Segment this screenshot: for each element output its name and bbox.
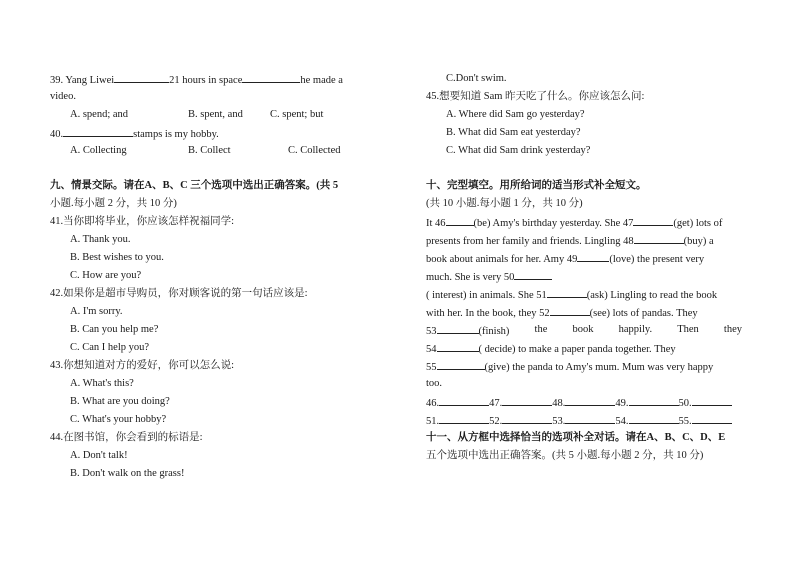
q45-option-b: B. What did Sam eat yesterday? — [446, 127, 581, 138]
answer-blank-48[interactable] — [565, 395, 615, 406]
q43-option-c: C. What's your hobby? — [70, 414, 167, 425]
p-text: (finish) — [478, 326, 510, 337]
answer-row-2 — [426, 413, 732, 428]
p-text: the — [534, 324, 548, 335]
q40-option-a: A. Collecting — [70, 145, 127, 156]
answer-blank-50[interactable] — [692, 395, 732, 406]
section-11-title: 十一、从方框中选择恰当的选项补全对话。请在A、B、C、D、E — [426, 432, 726, 443]
q40-number: 40. — [50, 129, 64, 140]
q42-option-b: B. Can you help me? — [70, 324, 159, 335]
q40-option-b: B. Collect — [188, 145, 231, 156]
answer-label-48: 48. — [552, 398, 566, 409]
answer-label-52: 52. — [489, 416, 503, 427]
blank-48[interactable] — [634, 233, 684, 244]
passage-line-3 — [426, 251, 704, 266]
section-10-title: 十、完型填空。用所给词的适当形式补全短文。 — [426, 180, 647, 191]
q43-option-a: A. What's this? — [70, 378, 134, 389]
q39-blank-1[interactable] — [114, 72, 169, 83]
q44-option-b: B. Don't walk on the grass! — [70, 468, 185, 479]
p-text: book about animals for her. Amy 49 — [426, 254, 578, 265]
q41-option-c: C. How are you? — [70, 270, 142, 281]
p-text: book — [572, 324, 594, 335]
q42-stem: 42.如果你是超市导购员，你对顾客说的第一句话应该是: — [50, 288, 308, 299]
q44-option-a: A. Don't talk! — [70, 450, 128, 461]
answer-blank-46[interactable] — [439, 395, 489, 406]
passage-line-5 — [426, 287, 717, 302]
q45-stem: 45.想要知道 Sam 昨天吃了什么。你应该怎么问: — [426, 91, 645, 102]
p-text: with her. In the book, they 52 — [426, 308, 550, 319]
blank-46[interactable] — [446, 215, 474, 226]
q41-option-b: B. Best wishes to you. — [70, 252, 164, 263]
q39-text-a: 39. Yang Liwei — [50, 75, 115, 86]
blank-53[interactable] — [437, 323, 479, 334]
p-text: Then — [677, 324, 699, 335]
q40-blank[interactable] — [63, 126, 133, 137]
q41-option-a: A. Thank you. — [70, 234, 131, 245]
q39-option-c: C. spent; but — [270, 109, 324, 120]
p-text: presents from her family and friends. Lingling 48 — [426, 236, 634, 247]
q45-option-a: A. Where did Sam go yesterday? — [446, 109, 585, 120]
blank-49[interactable] — [577, 251, 609, 262]
passage-line-8 — [426, 341, 676, 356]
passage-line-2 — [426, 233, 714, 248]
answer-blank-47[interactable] — [502, 395, 552, 406]
p-text: (give) the panda to Amy's mum. Mum was very happy — [484, 362, 714, 373]
section-11-subtitle: 五个选项中选出正确答案。(共 5 小题.每小题 2 分，共 10 分) — [426, 450, 704, 461]
passage-line-7 — [426, 323, 742, 338]
p-text: they — [723, 324, 742, 335]
p-text: (see) lots of pandas. They — [589, 308, 698, 319]
passage-line-9 — [426, 359, 713, 374]
q39-option-a: A. spend; and — [70, 109, 129, 120]
p-text: It 46 — [426, 218, 446, 229]
answer-row-1 — [426, 395, 732, 410]
passage-line-6 — [426, 305, 698, 320]
q39-text-c: he made a — [300, 75, 343, 86]
passage-line-10: too. — [426, 378, 443, 389]
blank-55[interactable] — [437, 359, 485, 370]
q42-option-a: A. I'm sorry. — [70, 306, 123, 317]
blank-50[interactable] — [514, 269, 552, 280]
section-9-subtitle: 小题.每小题 2 分，共 10 分) — [50, 198, 177, 209]
answer-blank-53[interactable] — [565, 413, 615, 424]
q42-option-c: C. Can I help you? — [70, 342, 150, 353]
q43-option-b: B. What are you doing? — [70, 396, 170, 407]
q43-stem: 43.你想知道对方的爱好，你可以怎么说: — [50, 360, 235, 371]
p-text: (buy) a — [683, 236, 714, 247]
section-10-subtitle: (共 10 小题.每小题 1 分，共 10 分) — [426, 198, 583, 209]
p-text: (get) lots of — [673, 218, 723, 229]
passage-line-4 — [426, 269, 552, 284]
q45-option-c: C. What did Sam drink yesterday? — [446, 145, 591, 156]
answer-label-51: 51. — [426, 416, 440, 427]
answer-blank-49[interactable] — [629, 395, 679, 406]
q41-stem: 41.当你即将毕业，你应该怎样祝福同学: — [50, 216, 235, 227]
answer-label-46: 46. — [426, 398, 440, 409]
answer-blank-52[interactable] — [502, 413, 552, 424]
answer-label-50: 50. — [678, 398, 692, 409]
q40-text: stamps is my hobby. — [133, 129, 219, 140]
q44-stem: 44.在图书馆，你会看到的标语是: — [50, 432, 203, 443]
q39-line1 — [50, 72, 343, 87]
q44-option-c: C.Don't swim. — [446, 73, 507, 84]
p-text: (ask) Lingling to read the book — [586, 290, 718, 301]
answer-label-49: 49. — [615, 398, 629, 409]
p-text: much. She is very 50 — [426, 272, 515, 283]
p-text: 55 — [426, 362, 437, 373]
q39-text-b: 21 hours in space — [169, 75, 243, 86]
q39-option-b: B. spent, and — [188, 109, 243, 120]
p-text: 54 — [426, 344, 437, 355]
q40-line — [50, 126, 219, 141]
q39-blank-2[interactable] — [242, 72, 300, 83]
p-text: ( decide) to make a paper panda together. They — [478, 344, 676, 355]
p-text: happily. — [618, 324, 653, 335]
answer-blank-51[interactable] — [439, 413, 489, 424]
passage-line-1 — [426, 215, 722, 230]
blank-47[interactable] — [633, 215, 673, 226]
p-text: 53 — [426, 326, 437, 337]
p-text: ( interest) in animals. She 51 — [426, 290, 547, 301]
blank-52[interactable] — [550, 305, 590, 316]
q40-option-c: C. Collected — [288, 145, 341, 156]
answer-label-53: 53. — [552, 416, 566, 427]
section-9-title: 九、情景交际。请在A、B、C 三个选项中选出正确答案。(共 5 — [50, 180, 339, 191]
answer-label-47: 47. — [489, 398, 503, 409]
answer-label-54: 54. — [615, 416, 629, 427]
blank-51[interactable] — [547, 287, 587, 298]
blank-54[interactable] — [437, 341, 479, 352]
q39-line2: video. — [50, 91, 76, 102]
answer-blank-54[interactable] — [629, 413, 679, 424]
answer-blank-55[interactable] — [692, 413, 732, 424]
p-text: (love) the present very — [609, 254, 705, 265]
p-text: (be) Amy's birthday yesterday. She 47 — [473, 218, 634, 229]
answer-label-55: 55. — [678, 416, 692, 427]
